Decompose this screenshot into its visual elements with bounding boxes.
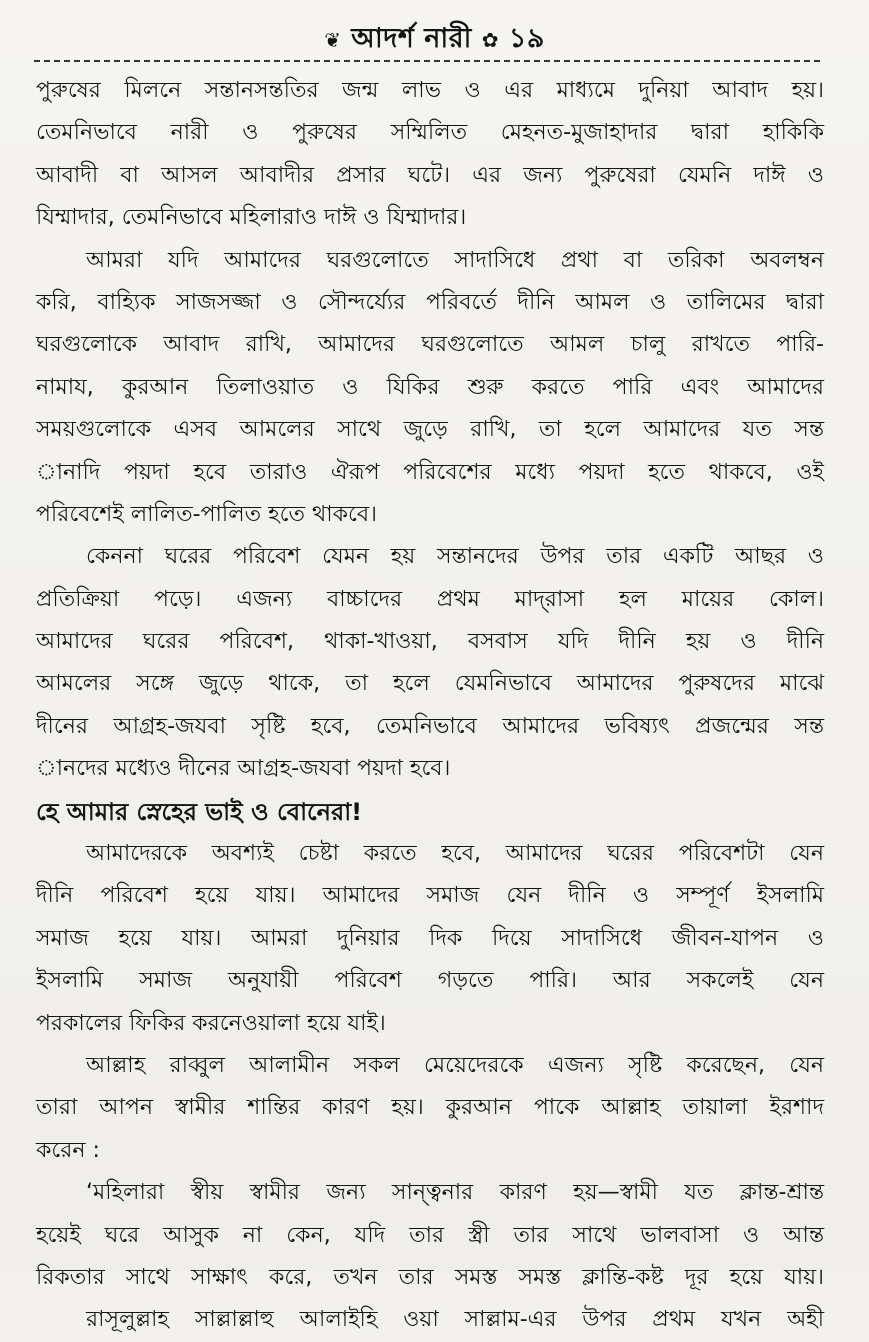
text-line: আল্লাহ রাব্বুল আলামীন সকল মেয়েদেরকে এজন্য সৃষ্টি করেছেন, যেন bbox=[86, 1052, 824, 1078]
header-ornament-right: ✿ bbox=[481, 28, 499, 52]
text-line: ইসলামি সমাজ অনুযায়ী পরিবেশ গড়তে পারি। আর সকলেই যেন bbox=[36, 968, 824, 994]
text-line: পরকালের ফিকির করনেওয়ালা হয়ে যাই। bbox=[36, 1010, 386, 1036]
text-line: তারা আপন স্বামীর শান্তির কারণ হয়। কুরআন পাকে আল্লাহ তায়ালা ইরশাদ bbox=[36, 1095, 824, 1121]
body-text bbox=[36, 70, 824, 1342]
quote-line: রিকতার সাথে সাক্ষাৎ করে, তখন তার সমস্ত সমস্ত ক্লান্তি-কষ্ট দূর হয়ে যায়। bbox=[36, 1264, 824, 1290]
text-line: আবাদী বা আসল আবাদীর প্রসার ঘটে। এর জন্য পুরুষেরা যেমনি দাঈ ও bbox=[36, 162, 824, 188]
quote-line: ‘মহিলারা স্বীয় স্বামীর জন্য সান্ত্বনার কারণ হয়—স্বামী যত ক্লান্ত-শ্রান্ত bbox=[86, 1180, 824, 1206]
text-line: পরিবেশেই লালিত-পালিত হতে থাকবে। bbox=[36, 501, 377, 527]
text-line: করেন : bbox=[36, 1137, 100, 1163]
running-header bbox=[0, 18, 869, 63]
text-line: ানাদি পয়দা হবে তারাও ঐরূপ পরিবেশের মধ্যে পয়দা হতে থাকবে, ওই bbox=[36, 459, 824, 485]
section-heading: হে আমার স্নেহের ভাই ও বোনেরা! bbox=[36, 797, 363, 826]
text-line: প্রতিক্রিয়া পড়ে। এজন্য বাচ্চাদের প্রথম মাদ্‌রাসা হল মায়ের কোল। bbox=[36, 586, 824, 612]
text-line: পুরুষের মিলনে সন্তানসন্ততির জন্ম লাভ ও এর মাধ্যমে দুনিয়া আবাদ হয়। bbox=[36, 78, 824, 103]
text-line: ানদের মধ্যেও দীনের আগ্রহ-জযবা পয়দা হবে। bbox=[36, 756, 451, 782]
text-line: সমাজ হয়ে যায়। আমরা দুনিয়ার দিক দিয়ে সাদাসিধে জীবন-যাপন ও bbox=[36, 925, 824, 951]
page-number: ১৯ bbox=[508, 23, 545, 54]
header-ornament-left: ❦ bbox=[324, 28, 342, 52]
text-line: ঘরগুলোকে আবাদ রাখি, আমাদের ঘরগুলোতে আমল চালু রাখতে পারি- bbox=[36, 332, 824, 358]
text-line: আমরা যদি আমাদের ঘরগুলোতে সাদাসিধে প্রথা বা তরিকা অবলম্বন bbox=[86, 247, 824, 273]
text-line: আমাদের ঘরের পরিবেশ, থাকা-খাওয়া, বসবাস যদি দীনি হয় ও দীনি bbox=[36, 629, 824, 655]
text-line: তেমনিভাবে নারী ও পুরুষের সম্মিলিত মেহনত-মুজাহাদার দ্বারা হাকিকি bbox=[36, 120, 824, 146]
header-title: আদর্শ নারী bbox=[351, 23, 472, 54]
text-line: নামায, কুরআন তিলাওয়াত ও যিকির শুরু করতে পারি এবং আমাদের bbox=[36, 374, 824, 400]
text-line: দীনের আগ্রহ-জযবা সৃষ্টি হবে, তেমনিভাবে আমাদের ভবিষ্যৎ প্রজন্মের সন্ত bbox=[36, 713, 824, 739]
text-line: আমলের সঙ্গে জুড়ে থাকে, তা হলে যেমনিভাবে আমাদের পুরুষদের মাঝে bbox=[36, 671, 824, 697]
text-line: সময়গুলোকে এসব আমলের সাথে জুড়ে রাখি, তা হলে আমাদের যত সন্ত bbox=[36, 417, 824, 443]
text-line: যিম্মাদার, তেমনিভাবে মহিলারাও দাঈ ও যিম্মাদার। bbox=[36, 205, 467, 231]
text-line: আমাদেরকে অবশ্যই চেষ্টা করতে হবে, আমাদের ঘরের পরিবেশটা যেন bbox=[86, 841, 824, 867]
text-line: দীনি পরিবেশ হয়ে যায়। আমাদের সমাজ যেন দীনি ও সম্পূর্ণ ইসলামি bbox=[36, 883, 824, 909]
text-line: রাসূলুল্লাহ সাল্লাল্লাহু আলাইহি ওয়া সাল্লাম-এর উপর প্রথম যখন অহী bbox=[86, 1307, 824, 1333]
quote-line: হয়েই ঘরে আসুক না কেন, যদি তার স্ত্রী তার সাথে ভালবাসা ও আন্ত bbox=[36, 1222, 824, 1248]
text-line: করি, বাহ্যিক সাজসজ্জা ও সৌন্দর্য্যের পরিবর্তে দীনি আমল ও তালিমের দ্বারা bbox=[36, 289, 824, 315]
header-divider bbox=[34, 60, 820, 62]
text-line: কেননা ঘরের পরিবেশ যেমন হয় সন্তানদের উপর তার একটি আছর ও bbox=[86, 544, 824, 570]
